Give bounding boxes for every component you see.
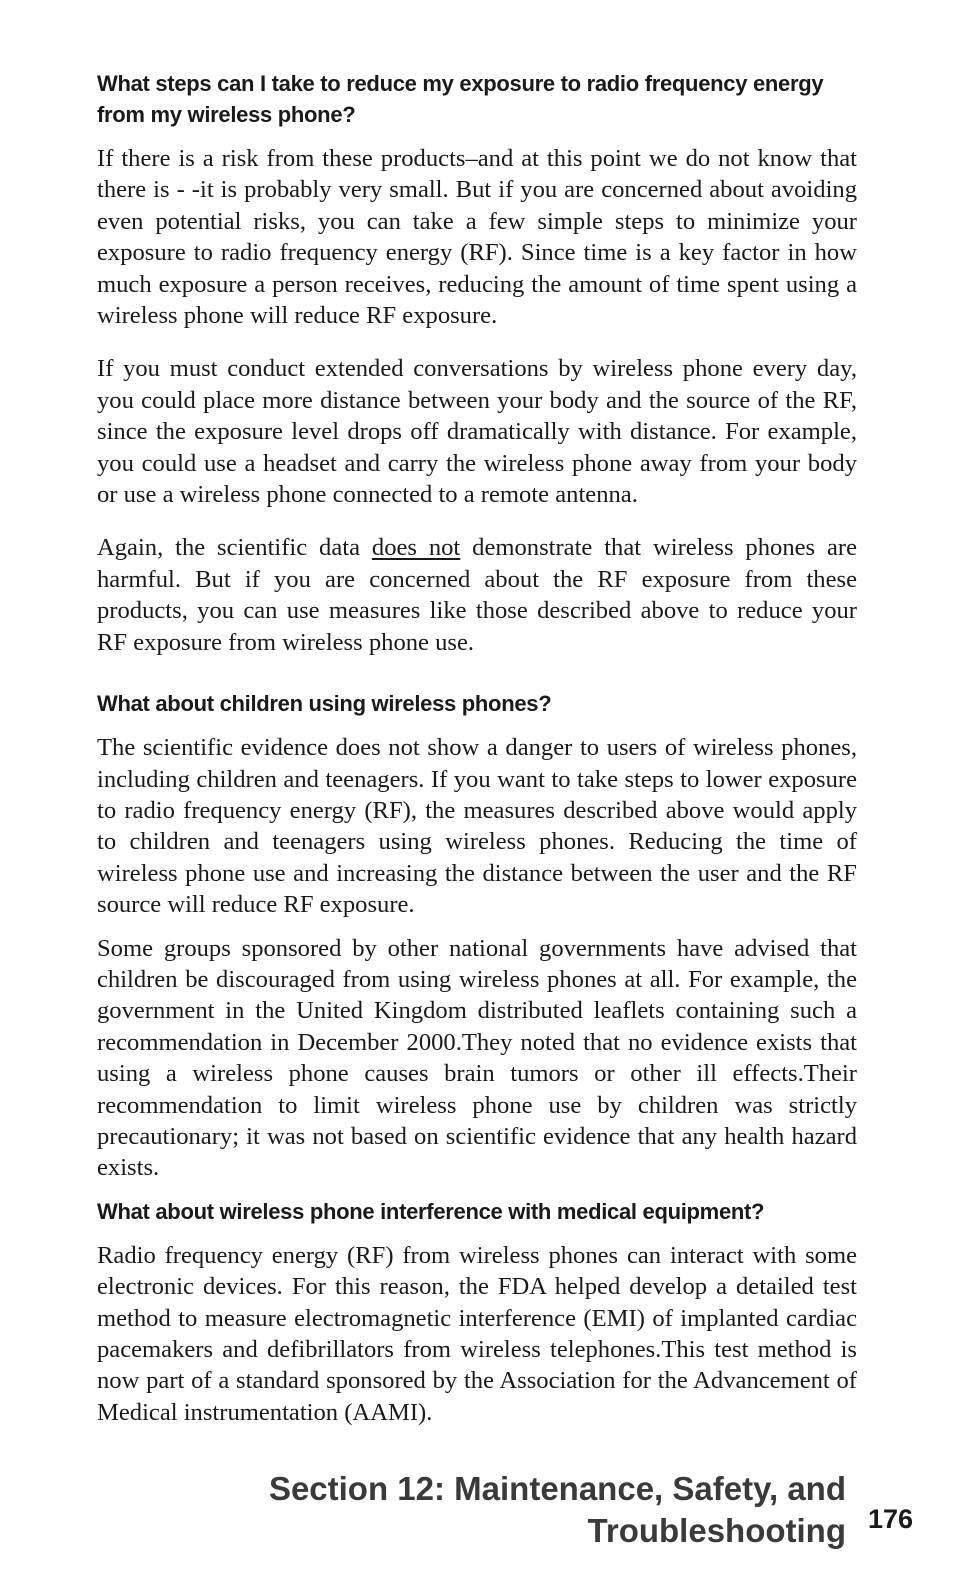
paragraph-children-evidence: The scientific evidence does not show a danger to users of wireless phones, including children and teenagers. If you want to take steps to lower exposure to radio frequency energy (RF), the measures described above would apply to children and teenagers using wireless phones. Reducing the time of wireless phone use and increasing the distance between the user and the RF source will reduce RF exposure. <box>97 734 857 919</box>
section-footer <box>146 1468 846 1552</box>
paragraph-governments: Some groups sponsored by other national governments have advised that children be discouraged from using wireless phones at all. For example, the government in the United Kingdom distributed leaflets containing such a recommendation in December 2000.They noted that no evidence exists that using a wireless phone causes brain tumors or other ill effects.Their recommendation to limit wireless phone use by children was strictly precautionary; it was not based on scientific evidence that any health hazard exists. <box>97 934 857 1182</box>
paragraph-scientific-data <box>97 532 857 658</box>
heading-reduce-exposure: What steps can I take to reduce my exposure to radio frequency energy from my wireless phone? <box>97 71 824 127</box>
paragraph-medical-interference: Radio frequency energy (RF) from wireless phones can interact with some electronic devices. For this reason, the FDA helped develop a detailed test method to measure electromagnetic interference (EMI) of implanted cardiac pacemakers and defibrillators from wireless telephones.This test method is now part of a standard sponsored by the Association for the Advancement of Medical instrumentation (AAMI). <box>97 1241 857 1426</box>
page-number: 176 <box>868 1504 914 1534</box>
heading-children: What about children using wireless phones? <box>97 691 552 717</box>
paragraph-distance: If you must conduct extended conversations by wireless phone every day, you could place more distance between your body and the source of the RF, since the exposure level drops off dramatically with distance. For example, you could use a headset and carry the wireless phone away from your body or use a wireless phone connected to a remote antenna. <box>97 355 857 509</box>
document-body <box>97 68 857 1450</box>
section-title-line1: Section 12: Maintenance, Safety, and <box>268 1470 846 1507</box>
section-title-line2: Troubleshooting <box>587 1512 846 1549</box>
paragraph-risk: If there is a risk from these products–and at this point we do not know that there is - -it is probably very small. But if you are concerned about avoiding even potential risks, you can take a few simple steps to minimize your exposure to radio frequency energy (RF). Since time is a key factor in how much exposure a person receives, reducing the amount of time spent using a wireless phone will reduce RF exposure. <box>97 145 857 330</box>
heading-medical-equipment: What about wireless phone interference with medical equipment? <box>97 1198 765 1224</box>
text-segment: demonstrate that wireless phones are harmful. But if you are concerned about the RF exposure from these products, you can use measures like those described above to reduce your RF exposure from wireless phone use. <box>97 534 858 656</box>
underlined-text: does not <box>371 534 461 562</box>
text-segment: Again, the scientific data <box>97 534 372 562</box>
